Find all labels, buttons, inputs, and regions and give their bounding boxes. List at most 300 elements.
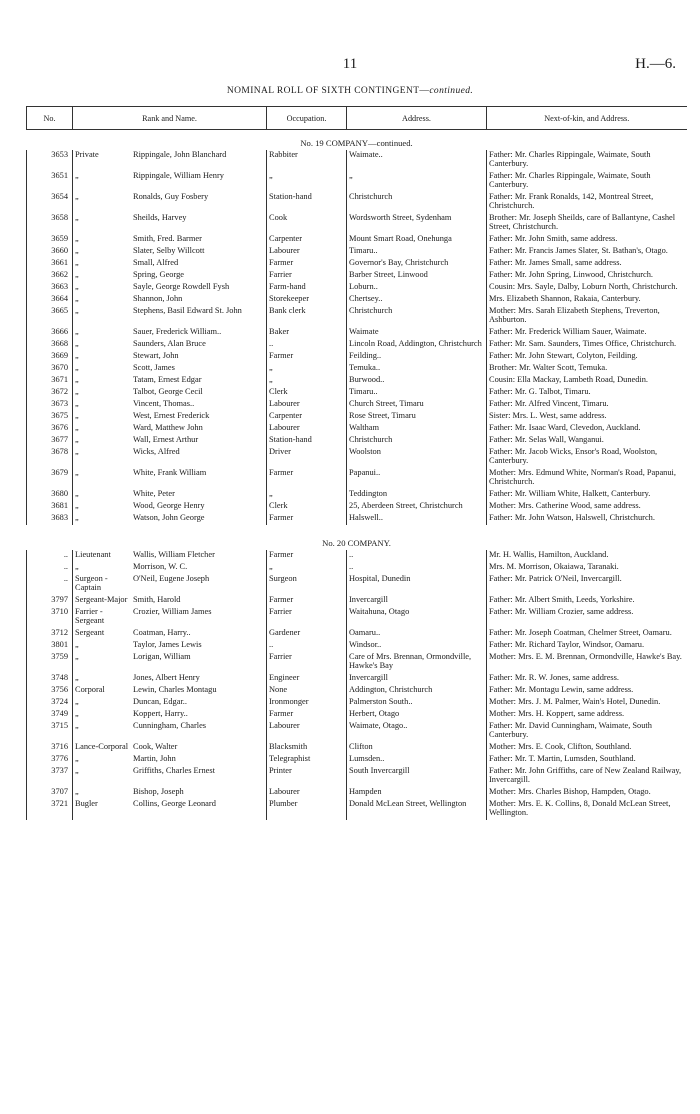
- address: Christchurch: [347, 306, 487, 327]
- rank: „: [75, 501, 79, 510]
- table-row: [27, 399, 687, 411]
- address: Palmerston South..: [347, 697, 487, 709]
- table-row: [27, 489, 687, 501]
- rank-name-wrap: [75, 351, 264, 360]
- rank-name-wrap: [75, 799, 264, 808]
- address: Lumsden..: [347, 754, 487, 766]
- rank-and-name: [73, 673, 267, 685]
- rank: Sergeant: [75, 628, 105, 637]
- rank-name-wrap: [75, 562, 264, 571]
- table-row: [27, 742, 687, 754]
- soldier-name: Coatman, Harry..: [133, 628, 191, 637]
- rank: „: [75, 192, 79, 201]
- soldier-name: Tatam, Ernest Edgar: [133, 375, 202, 384]
- soldier-name: White, Frank William: [133, 468, 207, 477]
- next-of-kin: Mr. H. Wallis, Hamilton, Auckland.: [487, 550, 687, 562]
- next-of-kin: Cousin: Ella Mackay, Lambeth Road, Dunedin.: [487, 375, 687, 387]
- next-of-kin: Father: Mr. William Crozier, same address.: [487, 607, 687, 628]
- entry-number: 3749: [27, 709, 73, 721]
- rank: Lieutenant: [75, 550, 111, 559]
- rank-name-wrap: [75, 628, 264, 637]
- next-of-kin: Father: Mr. Francis James Slater, St. Bathan's, Otago.: [487, 246, 687, 258]
- rank-and-name: [73, 447, 267, 468]
- occupation: Labourer: [267, 423, 347, 435]
- rank-name-wrap: [75, 489, 264, 498]
- rank-name-wrap: [75, 787, 264, 796]
- occupation: „: [267, 171, 347, 192]
- rank-name-wrap: [75, 574, 264, 592]
- occupation: Farm-hand: [267, 282, 347, 294]
- rank-and-name: [73, 294, 267, 306]
- rank: „: [75, 351, 79, 360]
- table-row: [27, 652, 687, 673]
- nominal-roll-table: [26, 106, 687, 820]
- next-of-kin: Father: Mr. William White, Halkett, Canterbury.: [487, 489, 687, 501]
- address: Timaru..: [347, 387, 487, 399]
- rank: „: [75, 246, 79, 255]
- address: „: [347, 171, 487, 192]
- occupation: Labourer: [267, 721, 347, 742]
- rank-name-wrap: [75, 640, 264, 649]
- table-row: [27, 754, 687, 766]
- next-of-kin: Father: Mr. John Griffiths, care of New Zealand Railway, Invercargill.: [487, 766, 687, 787]
- table-row: [27, 685, 687, 697]
- occupation: Farmer: [267, 513, 347, 525]
- table-row: [27, 150, 687, 171]
- occupation: „: [267, 562, 347, 574]
- rank-name-wrap: [75, 652, 264, 661]
- address: Papanui..: [347, 468, 487, 489]
- next-of-kin: Father: Mr. Albert Smith, Leeds, Yorkshire.: [487, 595, 687, 607]
- rank-name-wrap: [75, 447, 264, 456]
- rank: Bugler: [75, 799, 98, 808]
- rank: „: [75, 652, 79, 661]
- occupation: Surgeon: [267, 574, 347, 595]
- next-of-kin: Mother: Mrs. Edmund White, Norman's Road, Papanui, Christchurch.: [487, 468, 687, 489]
- entry-number: 3679: [27, 468, 73, 489]
- next-of-kin: Father: Mr. Frank Ronalds, 142, Montreal Street, Christchurch.: [487, 192, 687, 213]
- address: Christchurch: [347, 192, 487, 213]
- address: Waimate..: [347, 150, 487, 171]
- entry-number: ..: [27, 562, 73, 574]
- rank-and-name: [73, 742, 267, 754]
- occupation: Farrier: [267, 607, 347, 628]
- next-of-kin: Mother: Mrs. J. M. Palmer, Wain's Hotel, Dunedin.: [487, 697, 687, 709]
- rank-and-name: [73, 423, 267, 435]
- entry-number: 3651: [27, 171, 73, 192]
- next-of-kin: Mrs. Elizabeth Shannon, Rakaia, Canterbury.: [487, 294, 687, 306]
- table-row: [27, 607, 687, 628]
- address: Clifton: [347, 742, 487, 754]
- soldier-name: Jones, Albert Henry: [133, 673, 200, 682]
- rank-name-wrap: [75, 685, 264, 694]
- table-row: [27, 246, 687, 258]
- next-of-kin: Father: Mr. Montagu Lewin, same address.: [487, 685, 687, 697]
- rank-and-name: [73, 171, 267, 192]
- table-row: [27, 640, 687, 652]
- occupation: Driver: [267, 447, 347, 468]
- rank-name-wrap: [75, 550, 264, 559]
- entry-number: 3678: [27, 447, 73, 468]
- occupation: Farrier: [267, 270, 347, 282]
- soldier-name: Cunningham, Charles: [133, 721, 207, 730]
- address: Mount Smart Road, Onehunga: [347, 234, 487, 246]
- rank-and-name: [73, 595, 267, 607]
- address: Rose Street, Timaru: [347, 411, 487, 423]
- rank-and-name: [73, 351, 267, 363]
- rank-name-wrap: [75, 742, 264, 751]
- rank-name-wrap: [75, 607, 264, 625]
- soldier-name: Wallis, William Fletcher: [133, 550, 215, 559]
- occupation: „: [267, 489, 347, 501]
- rank-and-name: [73, 513, 267, 525]
- occupation: Storekeeper: [267, 294, 347, 306]
- table-row: [27, 468, 687, 489]
- rank-and-name: [73, 652, 267, 673]
- table-row: [27, 447, 687, 468]
- rank-and-name: [73, 709, 267, 721]
- rank-and-name: [73, 685, 267, 697]
- entry-number: 3710: [27, 607, 73, 628]
- address: Teddington: [347, 489, 487, 501]
- occupation: Gardener: [267, 628, 347, 640]
- rank: „: [75, 234, 79, 243]
- entry-number: 3672: [27, 387, 73, 399]
- soldier-name: Sauer, Frederick William..: [133, 327, 222, 336]
- entry-number: 3797: [27, 595, 73, 607]
- soldier-name: Sheilds, Harvey: [133, 213, 187, 222]
- rank: „: [75, 423, 79, 432]
- entry-number: 3653: [27, 150, 73, 171]
- soldier-name: Lorigan, William: [133, 652, 191, 661]
- rank-and-name: [73, 640, 267, 652]
- occupation: „: [267, 375, 347, 387]
- table-row: [27, 294, 687, 306]
- next-of-kin: Mother: Mrs. Sarah Elizabeth Stephens, Treverton, Ashburton.: [487, 306, 687, 327]
- table-row: [27, 171, 687, 192]
- soldier-name: Smith, Harold: [133, 595, 181, 604]
- rank: „: [75, 213, 79, 222]
- table-row: [27, 375, 687, 387]
- rank-name-wrap: [75, 766, 264, 775]
- rank: „: [75, 673, 79, 682]
- entry-number: 3712: [27, 628, 73, 640]
- soldier-name: Shannon, John: [133, 294, 183, 303]
- soldier-name: Small, Alfred: [133, 258, 179, 267]
- page-number: 11: [342, 56, 358, 72]
- rank: „: [75, 447, 79, 456]
- table-row: [27, 787, 687, 799]
- table-row: [27, 697, 687, 709]
- rank-and-name: [73, 387, 267, 399]
- occupation: Clerk: [267, 501, 347, 513]
- occupation: Labourer: [267, 246, 347, 258]
- next-of-kin: Father: Mr. Alfred Vincent, Timaru.: [487, 399, 687, 411]
- rank-name-wrap: [75, 595, 264, 604]
- address: Waitahuna, Otago: [347, 607, 487, 628]
- roll-title-main: NOMINAL ROLL OF SIXTH CONTINGENT—: [226, 86, 430, 96]
- soldier-name: Slater, Selby Willcott: [133, 246, 205, 255]
- next-of-kin: Mother: Mrs. E. K. Collins, 8, Donald McLean Street, Wellington.: [487, 799, 687, 820]
- rank: „: [75, 282, 79, 291]
- rank-name-wrap: [75, 375, 264, 384]
- address: Care of Mrs. Brennan, Ormondville, Hawke's Bay: [347, 652, 487, 673]
- soldier-name: Rippingale, William Henry: [133, 171, 224, 180]
- next-of-kin: Father: Mr. James Small, same address.: [487, 258, 687, 270]
- rank-name-wrap: [75, 399, 264, 408]
- occupation: Carpenter: [267, 411, 347, 423]
- rank-name-wrap: [75, 754, 264, 763]
- table-row: [27, 673, 687, 685]
- next-of-kin: Father: Mr. Patrick O'Neil, Invercargill.: [487, 574, 687, 595]
- address: Waimate: [347, 327, 487, 339]
- table-row: [27, 766, 687, 787]
- occupation: Labourer: [267, 399, 347, 411]
- rank: „: [75, 435, 79, 444]
- rank-and-name: [73, 766, 267, 787]
- next-of-kin: Father: Mr. Charles Rippingale, Waimate, South Canterbury.: [487, 171, 687, 192]
- rank: „: [75, 411, 79, 420]
- rank: „: [75, 387, 79, 396]
- occupation: Farmer: [267, 468, 347, 489]
- soldier-name: West, Ernest Frederick: [133, 411, 210, 420]
- rank-and-name: [73, 550, 267, 562]
- table-row: [27, 351, 687, 363]
- soldier-name: Taylor, James Lewis: [133, 640, 202, 649]
- col-header-next-of-kin: Next-of-kin, and Address.: [487, 107, 687, 130]
- address: Barber Street, Linwood: [347, 270, 487, 282]
- entry-number: 3654: [27, 192, 73, 213]
- rank-and-name: [73, 375, 267, 387]
- next-of-kin: Father: Mr. Selas Wall, Wanganui.: [487, 435, 687, 447]
- entry-number: 3756: [27, 685, 73, 697]
- occupation: ..: [267, 339, 347, 351]
- address: Addington, Christchurch: [347, 685, 487, 697]
- rank: „: [75, 399, 79, 408]
- table-row: [27, 574, 687, 595]
- next-of-kin: Father: Mr. David Cunningham, Waimate, South Canterbury.: [487, 721, 687, 742]
- soldier-name: Duncan, Edgar..: [133, 697, 187, 706]
- occupation: Bank clerk: [267, 306, 347, 327]
- next-of-kin: Mrs. M. Morrison, Okaiawa, Taranaki.: [487, 562, 687, 574]
- address: Christchurch: [347, 435, 487, 447]
- occupation: Ironmonger: [267, 697, 347, 709]
- section-heading-row: [27, 525, 687, 550]
- rank-name-wrap: [75, 306, 264, 315]
- rank-and-name: [73, 574, 267, 595]
- rank: „: [75, 754, 79, 763]
- next-of-kin: Father: Mr. G. Talbot, Timaru.: [487, 387, 687, 399]
- entry-number: 3669: [27, 351, 73, 363]
- occupation: Farmer: [267, 709, 347, 721]
- table-row: [27, 282, 687, 294]
- soldier-name: Collins, George Leonard: [133, 799, 216, 808]
- rank-name-wrap: [75, 435, 264, 444]
- table-row: [27, 501, 687, 513]
- rank-and-name: [73, 721, 267, 742]
- table-row: [27, 234, 687, 246]
- rank-name-wrap: [75, 213, 264, 222]
- entry-number: 3676: [27, 423, 73, 435]
- rank-and-name: [73, 607, 267, 628]
- entry-number: 3665: [27, 306, 73, 327]
- next-of-kin: Brother: Mr. Walter Scott, Temuka.: [487, 363, 687, 375]
- rank-name-wrap: [75, 171, 264, 180]
- table-row: [27, 327, 687, 339]
- rank: „: [75, 375, 79, 384]
- soldier-name: Sayle, George Rowdell Fysh: [133, 282, 230, 291]
- rank-name-wrap: [75, 387, 264, 396]
- rank-name-wrap: [75, 501, 264, 510]
- occupation: None: [267, 685, 347, 697]
- occupation: Engineer: [267, 673, 347, 685]
- address: Church Street, Timaru: [347, 399, 487, 411]
- next-of-kin: Father: Mr. Jacob Wicks, Ensor's Road, Woolston, Canterbury.: [487, 447, 687, 468]
- next-of-kin: Father: Mr. R. W. Jones, same address.: [487, 673, 687, 685]
- rank-name-wrap: [75, 411, 264, 420]
- company-20-heading: No. 20 COMPANY.: [322, 538, 391, 548]
- col-header-address: Address.: [347, 107, 487, 130]
- entry-number: 3666: [27, 327, 73, 339]
- rank-and-name: [73, 150, 267, 171]
- next-of-kin: Father: Mr. Sam. Saunders, Times Office, Christchurch.: [487, 339, 687, 351]
- table-row: [27, 435, 687, 447]
- rank-name-wrap: [75, 294, 264, 303]
- address: Burwood..: [347, 375, 487, 387]
- rank-name-wrap: [75, 339, 264, 348]
- rank: „: [75, 766, 79, 775]
- rank-and-name: [73, 234, 267, 246]
- rank-name-wrap: [75, 246, 264, 255]
- table-row: [27, 192, 687, 213]
- rank-and-name: [73, 501, 267, 513]
- occupation: Plumber: [267, 799, 347, 820]
- col-header-occupation: Occupation.: [267, 107, 347, 130]
- entry-number: 3759: [27, 652, 73, 673]
- rank-name-wrap: [75, 468, 264, 477]
- address: Wordsworth Street, Sydenham: [347, 213, 487, 234]
- table-row: [27, 270, 687, 282]
- entry-number: 3748: [27, 673, 73, 685]
- soldier-name: Lewin, Charles Montagu: [133, 685, 217, 694]
- occupation: Farrier: [267, 652, 347, 673]
- rank: „: [75, 306, 79, 315]
- rank: „: [75, 270, 79, 279]
- rank-name-wrap: [75, 150, 264, 159]
- next-of-kin: Sister: Mrs. L. West, same address.: [487, 411, 687, 423]
- rank: „: [75, 339, 79, 348]
- rank-name-wrap: [75, 270, 264, 279]
- entry-number: 3680: [27, 489, 73, 501]
- next-of-kin: Mother: Mrs. Charles Bishop, Hampden, Otago.: [487, 787, 687, 799]
- soldier-name: Rippingale, John Blanchard: [133, 150, 227, 159]
- address: Donald McLean Street, Wellington: [347, 799, 487, 820]
- rank-and-name: [73, 339, 267, 351]
- rank-and-name: [73, 258, 267, 270]
- entry-number: 3663: [27, 282, 73, 294]
- rank: „: [75, 709, 79, 718]
- rank-and-name: [73, 754, 267, 766]
- next-of-kin: Cousin: Mrs. Sayle, Dalby, Loburn North, Christchurch.: [487, 282, 687, 294]
- rank: „: [75, 258, 79, 267]
- soldier-name: Bishop, Joseph: [133, 787, 184, 796]
- rank-name-wrap: [75, 673, 264, 682]
- table-row: [27, 306, 687, 327]
- address: Windsor..: [347, 640, 487, 652]
- address: Invercargill: [347, 595, 487, 607]
- entry-number: 3715: [27, 721, 73, 742]
- entry-number: 3716: [27, 742, 73, 754]
- entry-number: 3724: [27, 697, 73, 709]
- table-row: [27, 628, 687, 640]
- soldier-name: Stephens, Basil Edward St. John: [133, 306, 242, 315]
- next-of-kin: Father: Mr. John Smith, same address.: [487, 234, 687, 246]
- occupation: Carpenter: [267, 234, 347, 246]
- rank-name-wrap: [75, 697, 264, 706]
- rank-and-name: [73, 435, 267, 447]
- soldier-name: Morrison, W. C.: [133, 562, 188, 571]
- entry-number: 3668: [27, 339, 73, 351]
- entry-number: ..: [27, 574, 73, 595]
- entry-number: 3670: [27, 363, 73, 375]
- entry-number: 3677: [27, 435, 73, 447]
- entry-number: 3801: [27, 640, 73, 652]
- rank: „: [75, 363, 79, 372]
- rank: Surgeon - Captain: [75, 574, 108, 592]
- soldier-name: Griffiths, Charles Ernest: [133, 766, 215, 775]
- company-19-body: [27, 130, 687, 526]
- address: Feilding..: [347, 351, 487, 363]
- next-of-kin: Mother: Mrs. H. Koppert, same address.: [487, 709, 687, 721]
- soldier-name: Crozier, William James: [133, 607, 212, 616]
- col-header-rank-name: Rank and Name.: [73, 107, 267, 130]
- entry-number: 3681: [27, 501, 73, 513]
- entry-number: 3675: [27, 411, 73, 423]
- soldier-name: Stewart, John: [133, 351, 179, 360]
- soldier-name: White, Peter: [133, 489, 175, 498]
- rank: „: [75, 513, 79, 522]
- occupation: Farmer: [267, 351, 347, 363]
- table-row: [27, 213, 687, 234]
- occupation: Printer: [267, 766, 347, 787]
- entry-number: 3683: [27, 513, 73, 525]
- soldier-name: Vincent, Thomas..: [133, 399, 195, 408]
- soldier-name: Spring, George: [133, 270, 185, 279]
- occupation: Blacksmith: [267, 742, 347, 754]
- soldier-name: Scott, James: [133, 363, 175, 372]
- rank: „: [75, 721, 79, 730]
- rank-and-name: [73, 628, 267, 640]
- rank-and-name: [73, 192, 267, 213]
- address: ..: [347, 562, 487, 574]
- table-row: [27, 799, 687, 820]
- occupation: Clerk: [267, 387, 347, 399]
- next-of-kin: Father: Mr. John Watson, Halswell, Christchurch.: [487, 513, 687, 525]
- table-row: [27, 709, 687, 721]
- address: Herbert, Otago: [347, 709, 487, 721]
- table-row: [27, 562, 687, 574]
- entry-number: 3660: [27, 246, 73, 258]
- entry-number: 3707: [27, 787, 73, 799]
- next-of-kin: Father: Mr. T. Martin, Lumsden, Southland.: [487, 754, 687, 766]
- occupation: Farmer: [267, 550, 347, 562]
- soldier-name: Watson, John George: [133, 513, 205, 522]
- table-row: [27, 550, 687, 562]
- address: Halswell..: [347, 513, 487, 525]
- rank: Sergeant-Major: [75, 595, 128, 604]
- next-of-kin: Father: Mr. Isaac Ward, Clevedon, Auckland.: [487, 423, 687, 435]
- address: Hospital, Dunedin: [347, 574, 487, 595]
